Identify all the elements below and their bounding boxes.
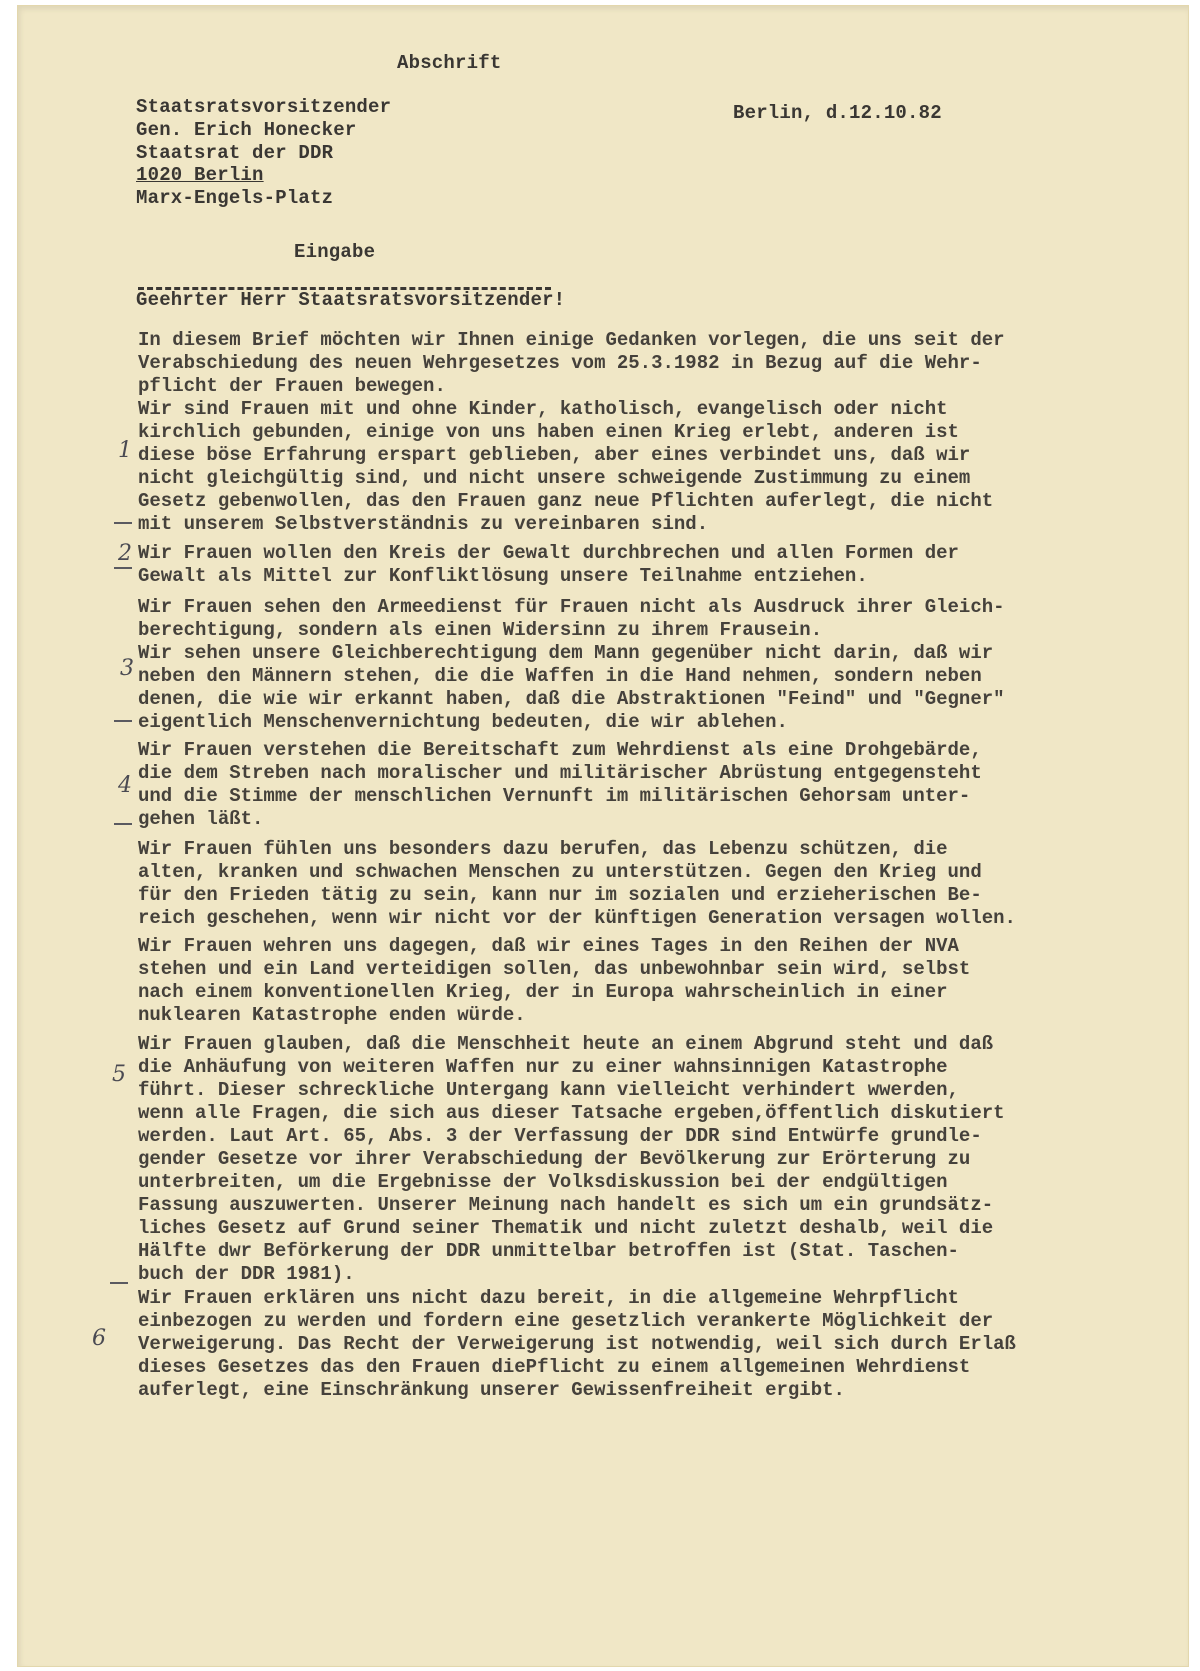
text-line: buch der DDR 1981). bbox=[138, 1263, 355, 1285]
text-line: nicht gleichgültig sind, und nicht unsere schweigende Zustimmung zu einem bbox=[138, 467, 971, 489]
text-line: stehen und ein Land verteidigen sollen, das unbewohnbar sein wird, selbst bbox=[138, 958, 971, 980]
salutation: Geehrter Herr Staatsratsvorsitzender! bbox=[136, 289, 566, 311]
text-line: führt. Dieser schreckliche Untergang kann vielleicht verhindert wwerden, bbox=[138, 1079, 959, 1101]
paragraph-2 bbox=[138, 542, 1108, 588]
text-line: nuklearen Katastrophe enden würde. bbox=[138, 1004, 526, 1026]
text-line: werden. Laut Art. 65, Abs. 3 der Verfassung der DDR sind Entwürfe grundle- bbox=[138, 1125, 982, 1147]
text-line: Gesetz gebenwollen, das den Frauen ganz neue Pflichten auferlegt, die nicht bbox=[138, 490, 994, 512]
text-line: Wir sehen unsere Gleichberechtigung dem Mann gegenüber nicht darin, daß wir bbox=[138, 642, 994, 664]
margin-dash bbox=[114, 522, 132, 524]
margin-dash bbox=[110, 1282, 128, 1284]
text-line: Wir Frauen wollen den Kreis der Gewalt durchbrechen und allen Formen der bbox=[138, 542, 959, 564]
margin-dash bbox=[114, 823, 132, 825]
text-line: Wir Frauen wehren uns dagegen, daß wir eines Tages in den Reihen der NVA bbox=[138, 935, 959, 957]
text-line: Wir Frauen fühlen uns besonders dazu berufen, das Lebenzu schützen, die bbox=[138, 838, 948, 860]
subject-title: Eingabe bbox=[294, 241, 376, 263]
text-line: die Anhäufung von weiteren Waffen nur zu einer wahnsinnigen Katastrophe bbox=[138, 1056, 948, 1078]
text-line: Verweigerung. Das Recht der Verweigerung ist notwendig, weil sich durch Erlaß bbox=[138, 1333, 1016, 1355]
document-heading: Abschrift bbox=[397, 52, 502, 74]
recipient-line: Staatsrat der DDR bbox=[136, 142, 334, 164]
text-line: gender Gesetze vor ihrer Verabschiedung der Bevölkerung zur Erörterung zu bbox=[138, 1148, 971, 1170]
margin-dash bbox=[114, 720, 132, 722]
margin-number: 4 bbox=[118, 773, 132, 798]
text-line: Gewalt als Mittel zur Konfliktlösung unsere Teilnahme entziehen. bbox=[138, 565, 868, 587]
text-line: diese böse Erfahrung erspart geblieben, aber eines verbindet uns, daß wir bbox=[138, 444, 971, 466]
margin-number: 5 bbox=[112, 1062, 126, 1087]
text-line: dieses Gesetzes das den Frauen diePflicht zu einem allgemeinen Wehrdienst bbox=[138, 1356, 971, 1378]
recipient-line: 1020 Berlin bbox=[136, 164, 264, 186]
text-line: alten, kranken und schwachen Menschen zu unterstützen. Gegen den Krieg und bbox=[138, 861, 982, 883]
place-date: Berlin, d.12.10.82 bbox=[733, 102, 942, 124]
text-line: liches Gesetz auf Grund seiner Thematik und nicht zuletzt deshalb, weil die bbox=[138, 1217, 994, 1239]
recipient-line: Staatsratsvorsitzender bbox=[136, 96, 392, 118]
paragraph-1 bbox=[138, 329, 1108, 536]
margin-number: 2 bbox=[118, 541, 132, 566]
text-line: und die Stimme der menschlichen Vernunft im militärischen Gehorsam unter- bbox=[138, 785, 971, 807]
text-line: für den Frieden tätig zu sein, kann nur im sozialen und erzieherischen Be- bbox=[138, 884, 982, 906]
margin-number: 6 bbox=[92, 1326, 106, 1351]
paragraph-8 bbox=[138, 1287, 1108, 1402]
paragraph-4 bbox=[138, 739, 1108, 831]
text-line: nach einem konventionellen Krieg, der in Europa wahrscheinlich in einer bbox=[138, 981, 948, 1003]
paragraph-7 bbox=[138, 1033, 1108, 1286]
text-line: mit unserem Selbstverständnis zu vereinbaren sind. bbox=[138, 513, 709, 535]
text-line: die dem Streben nach moralischer und militärischer Abrüstung entgegensteht bbox=[138, 762, 982, 784]
recipient-line: Marx-Engels-Platz bbox=[136, 187, 334, 209]
text-line: unterbreiten, um die Ergebnisse der Volksdiskussion bei der endgültigen bbox=[138, 1171, 948, 1193]
paragraph-5 bbox=[138, 838, 1108, 930]
text-line: wenn alle Fragen, die sich aus dieser Tatsache ergeben,öffentlich diskutiert bbox=[138, 1102, 1005, 1124]
text-line: denen, die wie wir erkannt haben, daß die Abstraktionen "Feind" und "Gegner" bbox=[138, 688, 1005, 710]
text-line: auferlegt, eine Einschränkung unserer Gewissenfreiheit ergibt. bbox=[138, 1379, 845, 1401]
margin-number: 1 bbox=[118, 438, 132, 463]
text-line: gehen läßt. bbox=[138, 808, 264, 830]
paragraph-6 bbox=[138, 935, 1108, 1027]
text-line: neben den Männern stehen, die die Waffen in die Hand nehmen, sondern neben bbox=[138, 665, 982, 687]
text-line: einbezogen zu werden und fordern eine gesetzlich verankerte Möglichkeit der bbox=[138, 1310, 994, 1332]
paragraph-3 bbox=[138, 596, 1108, 734]
margin-dash bbox=[114, 567, 132, 569]
text-line: berechtigung, sondern als einen Widersinn zu ihrem Frausein. bbox=[138, 619, 823, 641]
text-line: pflicht der Frauen bewegen. bbox=[138, 375, 446, 397]
text-line: Wir Frauen verstehen die Bereitschaft zum Wehrdienst als eine Drohgebärde, bbox=[138, 739, 982, 761]
document-page bbox=[18, 6, 1188, 1666]
text-line: Wir Frauen sehen den Armeedienst für Frauen nicht als Ausdruck ihrer Gleich- bbox=[138, 596, 1005, 618]
text-line: Wir sind Frauen mit und ohne Kinder, katholisch, evangelisch oder nicht bbox=[138, 398, 948, 420]
text-line: eigentlich Menschenvernichtung bedeuten, die wir ablehen. bbox=[138, 711, 788, 733]
text-line: In diesem Brief möchten wir Ihnen einige Gedanken vorlegen, die uns seit der bbox=[138, 329, 1005, 351]
text-line: Wir Frauen erklären uns nicht dazu bereit, in die allgemeine Wehrpflicht bbox=[138, 1287, 959, 1309]
recipient-line: Gen. Erich Honecker bbox=[136, 119, 357, 141]
text-line: Wir Frauen glauben, daß die Menschheit heute an einem Abgrund steht und daß bbox=[138, 1033, 994, 1055]
text-line: reich geschehen, wenn wir nicht vor der künftigen Generation versagen wollen. bbox=[138, 907, 1016, 929]
text-line: kirchlich gebunden, einige von uns haben einen Krieg erlebt, anderen ist bbox=[138, 421, 959, 443]
text-line: Fassung auszuwerten. Unserer Meinung nach handelt es sich um ein grundsätz- bbox=[138, 1194, 994, 1216]
text-line: Hälfte dwr Beförkerung der DDR unmittelbar betroffen ist (Stat. Taschen- bbox=[138, 1240, 959, 1262]
text-line: Verabschiedung des neuen Wehrgesetzes vom 25.3.1982 in Bezug auf die Wehr- bbox=[138, 352, 982, 374]
margin-number: 3 bbox=[120, 656, 134, 681]
